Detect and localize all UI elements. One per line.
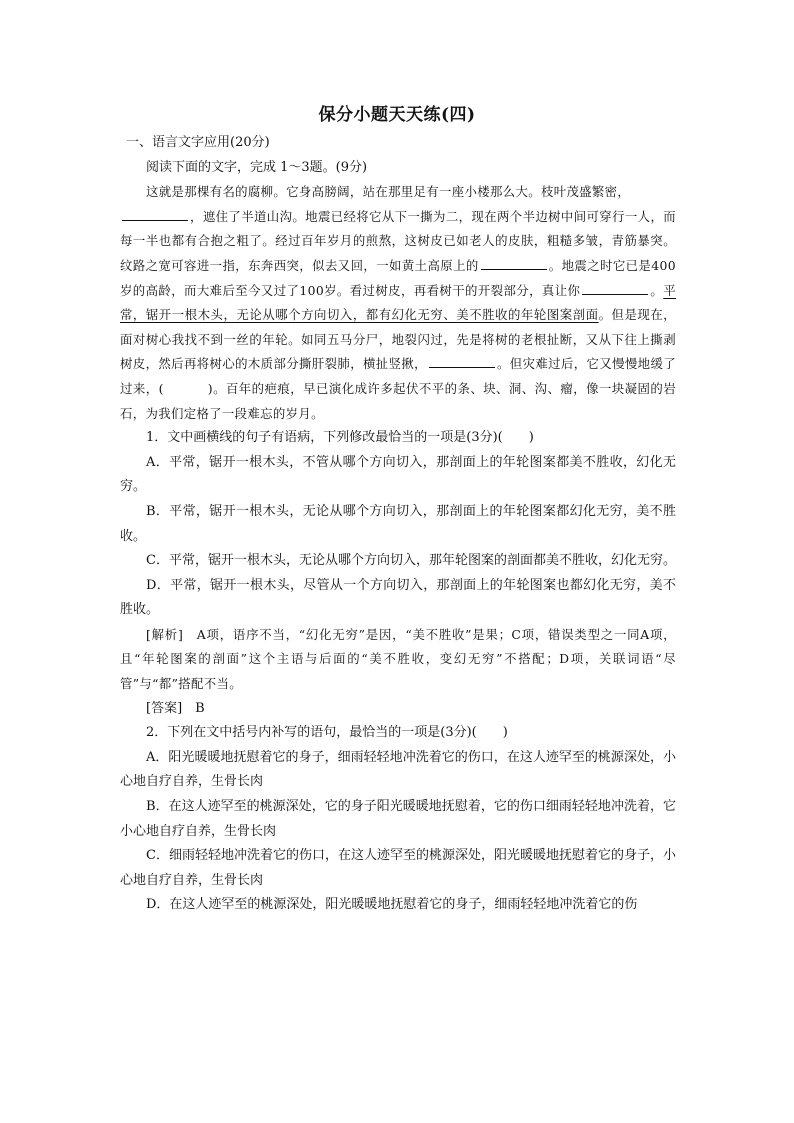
document-body [120,131,676,918]
passage-text: 。地震之时它已是400岁的高龄，而大难后至今又过了100岁。看过树皮，再看树干的开裂部分，真让你 [120,257,676,298]
analysis-label: [解析] [146,626,184,642]
question-2-option-c: C．细雨轻轻地冲洗着它的伤口，在这人迹罕至的桃源深处，阳光暖暖地抚慰着它的身子，小心地自疗自养，生骨长肉 [120,848,676,888]
question-1-option-a: A．平常，锯开一根木头，不管从哪个方向切入，那剖面上的年轮图案都美不胜收，幻化无穷。 [120,454,676,495]
answer-text: B [195,700,205,716]
passage-text: 。 [650,282,664,298]
fill-blank [582,282,648,295]
question-1-option-d: D．平常，锯开一根木头，尽管从一个方向切入，那剖面上的年轮图案也都幻化无穷，美不胜收。 [120,577,676,618]
question-1-stem: 1．文中画横线的句子有语病，下列修改最恰当的一项是(3分)( ) [146,430,534,446]
analysis-text: A项，语序不当，“幻化无穷”是因，“美不胜收”是果；C项，错误类型之一同A项，且“年轮图案的剖面”这个主语与后面的“美不胜收，变幻无穷”不搭配；D项，关联词语“尽管”与“都”搭配不当。 [120,626,676,692]
passage-text: 。但是现在，面对树心我找不到一丝的年轮。如同五马分尸，地裂闪过，先是将树的老根扯断，又从下往上撕剥树皮，然后再将树心的木质部分撕肝裂肺，横扯竖揪， [120,307,676,372]
question-1-answer [120,697,676,722]
question-2-stem: 2．下列在文中括号内补写的语句，最恰当的一项是(3分)( ) [146,725,508,741]
question-2-option-d: D．在这人迹罕至的桃源深处，阳光暖暖地抚慰着它的身子，细雨轻轻地冲洗着它的伤 [146,897,638,913]
fill-blank [429,355,495,368]
reading-passage [120,180,676,426]
question-1-option-c: C．平常，锯开一根木头，无论从哪个方向切入，那年轮图案的剖面都美不胜收，幻化无穷。 [146,553,676,569]
underlined-sentence: 平常，锯开一根木头，无论从哪个方向切入，都有幻化无穷、美不胜收的年轮图案剖面 [120,282,676,323]
page-title: 保分小题天天练(四) [318,105,476,125]
question-1-option-b: B．平常，锯开一根木头，无论从哪个方向切入，那剖面上的年轮图案都幻化无穷，美不胜收。 [120,503,676,544]
question-2-option-b: B．在这人迹罕至的桃源深处，它的身子阳光暖暖地抚慰着，它的伤口细雨轻轻地冲洗着，它小心地自疗自养，生骨长肉 [120,799,676,839]
answer-label: [答案] [146,700,183,716]
passage-text: )。百年的疤痕，早已演化成许多起伏不平的条、块、洞、沟、瘤，像一块凝固的岩石，为我们定格了一段难忘的岁月。 [120,380,676,421]
question-1-analysis [120,623,676,697]
passage-text: 。但灾难过后，它又慢慢地缓了过来，( [120,356,677,396]
question-2-option-a: A．阳光暖暖地抚慰着它的身子，细雨轻轻地冲洗着它的伤口，在这人迹罕至的桃源深处，小心地自疗自养，生骨长肉 [120,749,676,790]
reading-instruction: 阅读下面的文字，完成 1～3题。(9分) [146,159,368,175]
section-heading: 一、语言文字应用(20分) [126,135,270,150]
fill-blank [122,208,188,221]
passage-text: 这就是那棵有名的腐柳。它身高膀阔，站在那里足有一座小楼那么大。枝叶茂盛繁密， [146,184,631,200]
passage-text: ，遮住了半道山沟。地震已经将它从下一撕为二，现在两个半边树中间可穿行一人，而每一半也都有合抱之粗了。经过百年岁月的煎熬，这树皮已如老人的皮肤，粗糙多皱，青筋暴突。纹路之宽可容进一指，东奔西突，似去又回，一如黄土高原上的 [120,208,676,273]
fill-blank [481,257,547,270]
